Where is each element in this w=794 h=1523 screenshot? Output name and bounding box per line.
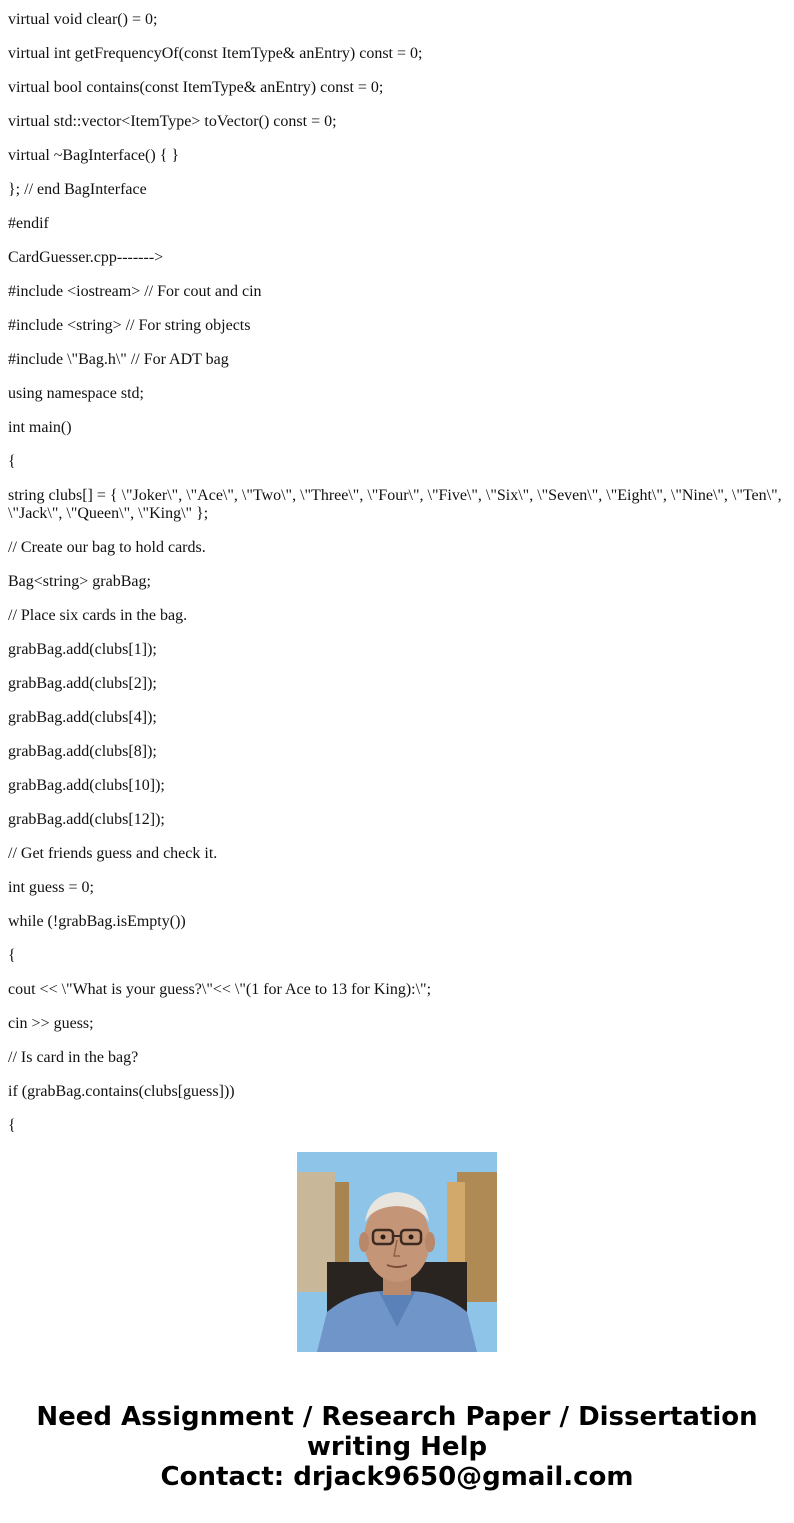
code-line: { <box>8 947 16 964</box>
code-line: // Place six cards in the bag. <box>8 607 188 624</box>
code-line: { <box>8 1117 16 1134</box>
promo-text <box>0 1402 794 1492</box>
promo-line-1: Need Assignment / Research Paper / Dissertation <box>36 1402 758 1432</box>
code-line: virtual ~BagInterface() { } <box>8 147 180 164</box>
code-line: // Create our bag to hold cards. <box>8 539 206 556</box>
code-line: // Get friends guess and check it. <box>8 845 218 862</box>
code-line: Bag<string> grabBag; <box>8 573 151 590</box>
promo-line-2: writing Help <box>306 1432 488 1462</box>
code-line: { <box>8 453 16 470</box>
code-line: grabBag.add(clubs[1]); <box>8 641 157 658</box>
code-line: #include \"Bag.h\" // For ADT bag <box>8 351 229 368</box>
portrait-image <box>297 1152 497 1352</box>
code-lines <box>0 11 794 1135</box>
code-line: grabBag.add(clubs[10]); <box>8 777 165 794</box>
code-line: int main() <box>8 419 72 436</box>
code-line: grabBag.add(clubs[2]); <box>8 675 157 692</box>
code-line: string clubs[] = { \"Joker\", \"Ace\", \"Two\", \"Three\", \"Four\", \"Five\", \"Six\", \"Seven\", \"Eight\", \"Nine\", \"Ten\", \"Jack\", \"Queen\", \"King\" }; <box>8 487 782 522</box>
code-line: CardGuesser.cpp-------> <box>8 249 164 266</box>
code-line: using namespace std; <box>8 385 144 402</box>
code-line: while (!grabBag.isEmpty()) <box>8 913 186 930</box>
code-line: grabBag.add(clubs[8]); <box>8 743 157 760</box>
code-line: #endif <box>8 215 49 232</box>
code-line: grabBag.add(clubs[12]); <box>8 811 165 828</box>
promo-section <box>0 1152 794 1492</box>
code-line: #include <string> // For string objects <box>8 317 251 334</box>
avatar <box>297 1152 497 1352</box>
code-line: cout << \"What is your guess?\"<< \"(1 for Ace to 13 for King):\"; <box>8 981 432 998</box>
code-line: // Is card in the bag? <box>8 1049 139 1066</box>
code-line: virtual void clear() = 0; <box>8 11 158 28</box>
code-line: if (grabBag.contains(clubs[guess])) <box>8 1083 235 1100</box>
code-line: virtual int getFrequencyOf(const ItemType& anEntry) const = 0; <box>8 45 423 62</box>
promo-contact-line: Contact: drjack9650@gmail.com <box>160 1462 634 1492</box>
code-line: }; // end BagInterface <box>8 181 147 198</box>
code-line: #include <iostream> // For cout and cin <box>8 283 262 300</box>
code-line: int guess = 0; <box>8 879 94 896</box>
code-line: grabBag.add(clubs[4]); <box>8 709 157 726</box>
code-line: virtual bool contains(const ItemType& anEntry) const = 0; <box>8 79 384 96</box>
code-line: virtual std::vector<ItemType> toVector() const = 0; <box>8 113 337 130</box>
code-line: cin >> guess; <box>8 1015 94 1032</box>
